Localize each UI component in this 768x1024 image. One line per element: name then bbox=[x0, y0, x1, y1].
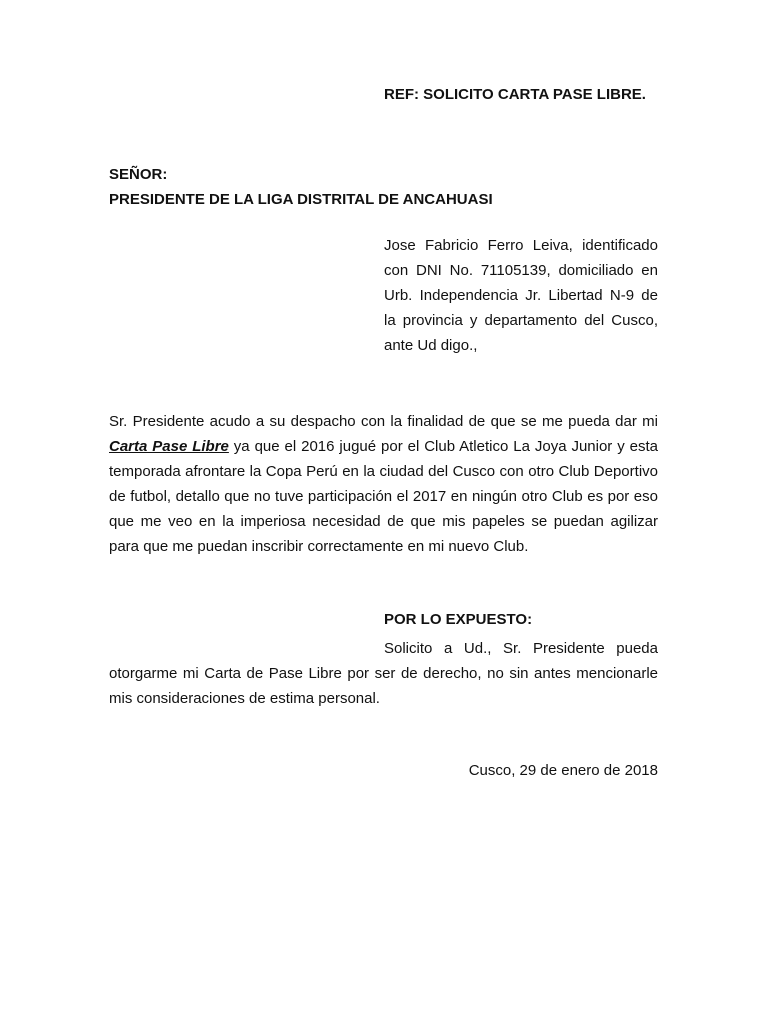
expuesto-title: POR LO EXPUESTO: bbox=[384, 611, 533, 628]
request-text-after: ya que el 2016 jugué por el Club Atletico La Joya Junior y esta temporada afrontare la Copa Perú en la ciudad del Cusco con otro Club Deportivo de futbol, detallo que no tuve participación el 2017 en ningún otro Club es por eso que me veo en la imperiosa necesidad de que mis papeles se puedan agilizar para que me puedan inscribir correctamente en mi nuevo Club. bbox=[109, 438, 658, 555]
expuesto-paragraph bbox=[109, 636, 658, 711]
request-emphasis: Carta Pase Libre bbox=[109, 438, 229, 455]
sender-line: Jose Fabricio Ferro Leiva, identificado bbox=[384, 237, 658, 254]
sender-block bbox=[384, 233, 658, 358]
sender-line: ante Ud digo., bbox=[384, 337, 478, 354]
expuesto-text: Solicito a Ud., Sr. Presidente pueda otorgarme mi Carta de Pase Libre por ser de derecho, no sin antes mencionarle mis consideraciones de estima personal. bbox=[109, 640, 658, 707]
request-text-before: Sr. Presidente acudo a su despacho con la finalidad de que se me pueda dar mi bbox=[109, 413, 658, 430]
request-paragraph bbox=[109, 409, 658, 559]
sender-line: la provincia y departamento del Cusco, bbox=[384, 312, 658, 329]
recipient: PRESIDENTE DE LA LIGA DISTRITAL DE ANCAHUASI bbox=[109, 191, 493, 208]
sender-line: Urb. Independencia Jr. Libertad N-9 de bbox=[384, 287, 658, 304]
date-line: Cusco, 29 de enero de 2018 bbox=[468, 762, 658, 779]
reference-line: REF: SOLICITO CARTA PASE LIBRE. bbox=[384, 86, 646, 103]
addressee-block bbox=[109, 162, 669, 212]
salutation: SEÑOR: bbox=[109, 166, 168, 183]
sender-line: con DNI No. 71105139, domiciliado en bbox=[384, 262, 658, 279]
